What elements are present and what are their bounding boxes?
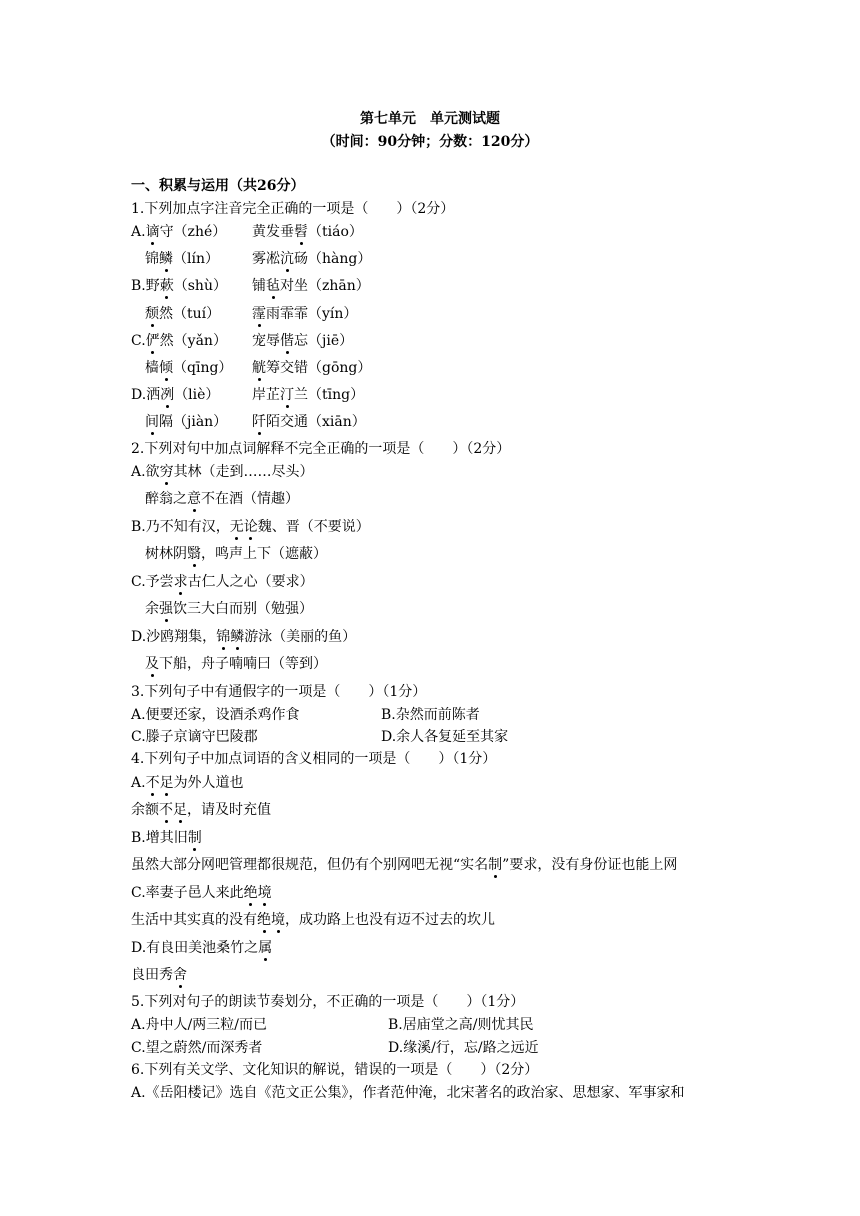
question-6-stem: 6.下列有关文学、文化知识的解说，错误的一项是（ ）（2分） bbox=[131, 1062, 539, 1078]
q4-option: C.率妻子邑人来此绝境 bbox=[131, 885, 272, 901]
q4-option: D.有良田美池桑竹之属 bbox=[131, 940, 273, 956]
question-4-stem: 4.下列句子中加点词语的含义相同的一项是（ ）（1分） bbox=[131, 751, 497, 767]
q5-option-b: B.居庙堂之高/则忧其民 bbox=[388, 1017, 534, 1033]
q5-option-a: A.舟中人/两三粒/而已 bbox=[131, 1017, 267, 1033]
q2-option: 醉翁之意不在酒（情趣） bbox=[131, 491, 299, 507]
q6-option-a: A.《岳阳楼记》选自《范文正公集》，作者范仲淹，北宋著名的政治家、思想家、军事家和 bbox=[131, 1085, 685, 1101]
q3-option-a: A.便要还家，设酒杀鸡作食 bbox=[131, 707, 300, 723]
q1-option: 间隔（jiàn） bbox=[145, 414, 228, 430]
q1-option: 铺毡对坐（zhān） bbox=[252, 278, 370, 294]
q1-option: A.谪守（zhé） bbox=[131, 224, 227, 240]
q4-option: 虽然大部分网吧管理都很规范，但仍有个别网吧无视“实名制”要求，没有身份证也能上网 bbox=[131, 857, 678, 873]
question-1-stem: 1.下列加点字注音完全正确的一项是（ ）（2分） bbox=[131, 201, 455, 217]
q1-option: 锦鳞（lín） bbox=[131, 251, 219, 267]
q2-option: B.乃不知有汉，无论魏、晋（不要说） bbox=[131, 519, 370, 535]
q1-option: 霪雨霏霏（yín） bbox=[252, 306, 358, 322]
q2-option: A.欲穷其林（走到……尽头） bbox=[131, 464, 314, 480]
q1-option: D.洒冽（liè） bbox=[131, 387, 220, 403]
q1-option: 岸芷汀兰（tīng） bbox=[252, 387, 365, 403]
q4-option: B.增其旧制 bbox=[131, 830, 202, 846]
section-heading: 一、积累与运用（共26分） bbox=[131, 178, 305, 194]
q4-option: 良田秀舍 bbox=[131, 967, 187, 983]
page-title: 第七单元 单元测试题 bbox=[360, 111, 500, 127]
q1-option: 觥筹交错（gōng） bbox=[252, 360, 372, 376]
question-3-stem: 3.下列句子中有通假字的一项是（ ）（1分） bbox=[131, 684, 427, 700]
q1-option: 宠辱偕忘（jiē） bbox=[252, 333, 354, 349]
question-2-stem: 2.下列对句中加点词解释不完全正确的一项是（ ）（2分） bbox=[131, 441, 511, 457]
q1-option: 黄发垂髫（tiáo） bbox=[252, 224, 363, 240]
q3-option-d: D.余人各复延至其家 bbox=[381, 729, 509, 745]
q1-option: 雾凇沆砀（hàng） bbox=[252, 251, 372, 267]
q4-option: 生活中其实真的没有绝境，成功路上也没有迈不过去的坎儿 bbox=[131, 912, 495, 928]
q1-option: C.俨然（yǎn） bbox=[131, 333, 227, 349]
page-subtitle: （时间：90分钟；分数：120分） bbox=[321, 134, 539, 150]
q3-option-b: B.杂然而前陈者 bbox=[381, 707, 480, 723]
q2-option: 树林阴翳，鸣声上下（遮蔽） bbox=[131, 546, 327, 562]
q5-option-d: D.缘溪/行，忘/路之远近 bbox=[388, 1040, 539, 1056]
q2-option: 余强饮三大白而别（勉强） bbox=[131, 601, 313, 617]
q2-option: D.沙鸥翔集，锦鳞游泳（美丽的鱼） bbox=[131, 629, 357, 645]
q1-option: 阡陌交通（xiān） bbox=[252, 414, 366, 430]
q2-option: C.予尝求古仁人之心（要求） bbox=[131, 574, 314, 590]
q5-option-c: C.望之蔚然/而深秀者 bbox=[131, 1040, 263, 1056]
q1-option: 樯倾（qīng） bbox=[131, 360, 233, 376]
question-5-stem: 5.下列对句子的朗读节奏划分，不正确的一项是（ ）（1分） bbox=[131, 994, 525, 1010]
q1-option: 颓然（tuí） bbox=[145, 306, 221, 322]
q4-option: 余额不足，请及时充值 bbox=[131, 802, 271, 818]
q3-option-c: C.滕子京谪守巴陵郡 bbox=[131, 729, 258, 745]
q4-option: A.不足为外人道也 bbox=[131, 775, 244, 791]
q1-option: B.野蔌（shù） bbox=[131, 278, 227, 294]
q2-option: 及下船，舟子喃喃曰（等到） bbox=[145, 656, 327, 672]
